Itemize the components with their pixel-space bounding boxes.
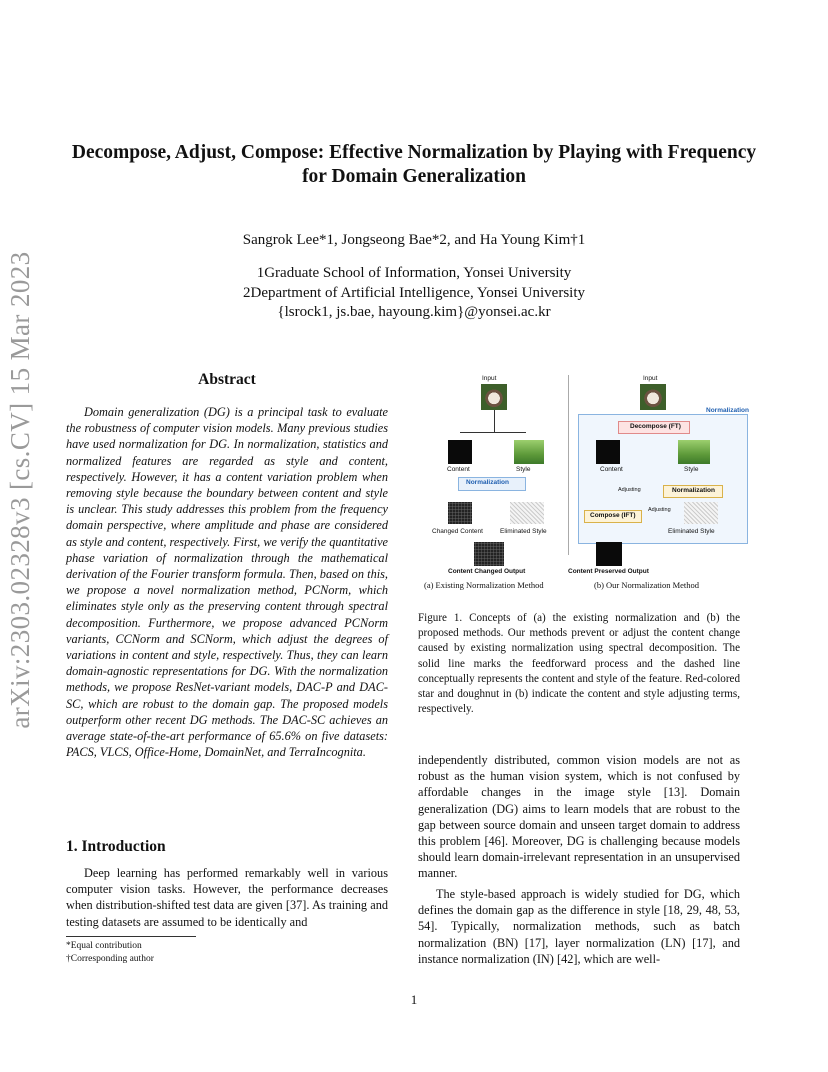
content-preserved-output-label: Content Preserved Output bbox=[568, 568, 649, 575]
right-content-image bbox=[596, 440, 620, 464]
style-adjusting-label: Adjusting bbox=[648, 507, 671, 513]
content-changed-output-image bbox=[474, 542, 504, 566]
figure-divider bbox=[568, 375, 569, 555]
right-style-image bbox=[678, 440, 710, 464]
compose-label: Compose (IFT) bbox=[590, 512, 636, 519]
eliminated-style-image-right bbox=[684, 502, 718, 524]
page-number: 1 bbox=[410, 992, 418, 1007]
left-style-image bbox=[514, 440, 544, 464]
author-list: Sangrok Lee*1, Jongseong Bae*2, and Ha Young Kim†1 bbox=[242, 232, 586, 248]
changed-content-image bbox=[448, 502, 472, 524]
right-column-paragraph-1: independently distributed, common vision models are not as robust as the human vision system, which is not confused by affordable changes in the image style [13]. Domain generalization (DG) aims to learn models that are robust to the gap between source domain and unseen target domain to address this problem [46]. Moreover, DG is challenging because models should learn domain-irrelevant representation in an unsupervised manner. bbox=[418, 753, 740, 881]
abstract-text: Domain generalization (DG) is a principal task to evaluate the robustness of computer vision models. Many previous studies have used normalization for DG. In normalization, statistics and normalized features are regarded as style and content, respectively. However, it has a content variation problem when removing style because the boundary between content and style is unclear. This study addresses this problem from the frequency domain perspective, where amplitude and phase are considered as style and content, respectively. First, we verify the quantitative phase variation of normalization through the mathematical derivation of the Fourier transform formula. Then, based on this, we propose a novel normalization method, PCNorm, which eliminates style only as the preserving content through spectral decomposition. Furthermore, we propose advanced PCNorm variants, CCNorm and SCNorm, which adjust the degrees of variations in content and style, respectively. Thus, they can learn domain-agnostic representations for DG. With the normalization methods, we propose ResNet-variant models, DAC-P and DAC-SC, which are robust to the domain gap. The proposed models outperform other recent DG methods. The DAC-SC achieves an average state-of-the-art performance of 65.6% on five datasets: PACS, VLCS, Office-Home, DomainNet, and TerraIncognita. bbox=[66, 405, 388, 760]
content-adjusting-label: Adjusting bbox=[618, 487, 641, 493]
changed-content-label: Changed Content bbox=[432, 528, 483, 535]
left-normalization-label: Normalization bbox=[466, 479, 509, 486]
left-content-label: Content bbox=[447, 466, 470, 473]
left-content-image bbox=[448, 440, 472, 464]
right-input-label: Input bbox=[643, 375, 658, 382]
content-preserved-output-image bbox=[596, 542, 622, 566]
right-column-paragraph-2: The style-based approach is widely studied for DG, which defines the domain gap as the difference in style [18, 29, 48, 53, 54]. Typically, normalization methods, such as batch normalization (BN) [17], layer normalization (LN) [17], and instance normalization (IN) [42], which are well- bbox=[418, 887, 740, 966]
footnote-rule bbox=[66, 936, 196, 937]
decompose-label: Decompose (FT) bbox=[630, 423, 681, 430]
right-style-label: Style bbox=[684, 466, 699, 473]
right-normalization-title: Normalization bbox=[706, 407, 749, 414]
introduction-text: Deep learning has performed remarkably well in various computer vision tasks. However, the performance decreases when distribution-shifted test data are given [37]. As training and testing datasets are assumed to be identically and bbox=[66, 866, 388, 929]
affiliation-2: 2Department of Artificial Intelligence, Yonsei University bbox=[242, 285, 585, 301]
right-eliminated-style-label: Eliminated Style bbox=[668, 528, 715, 535]
left-input-image bbox=[481, 384, 507, 410]
content-changed-output-label: Content Changed Output bbox=[448, 568, 526, 575]
author-emails: {lsrock1, js.bae, hayoung.kim}@yonsei.ac.kr bbox=[277, 304, 551, 320]
right-sublabel: (b) Our Normalization Method bbox=[594, 580, 700, 590]
left-branch-line bbox=[460, 432, 526, 433]
affiliation-1: 1Graduate School of Information, Yonsei University bbox=[256, 265, 572, 281]
arxiv-identifier: arXiv:2303.02328v3 [cs.CV] 15 Mar 2023 bbox=[5, 251, 35, 729]
right-content-label: Content bbox=[600, 466, 623, 473]
footnote-equal-contribution: *Equal contribution bbox=[66, 941, 142, 951]
paper-title: Decompose, Adjust, Compose: Effective Normalization by Playing with Frequency for Domain Generalization bbox=[71, 142, 757, 187]
footnotes bbox=[66, 940, 388, 966]
right-input-image bbox=[640, 384, 666, 410]
left-eliminated-style-label: Eliminated Style bbox=[500, 528, 547, 535]
figure-1-caption: Figure 1. Concepts of (a) the existing normalization and (b) the proposed methods. Our methods prevent or adjust the content change caused by existing normalization using spectral decomposition. The solid line marks the feedforward process and the dashed line conceptually represents the content and style of the feature. Red-colored star and doughnut in (b) indicate the content and style adjusting terms, respectively. bbox=[418, 612, 740, 716]
introduction-heading: 1. Introduction bbox=[66, 838, 166, 855]
figure-1 bbox=[418, 370, 748, 595]
eliminated-style-image-left bbox=[510, 502, 544, 524]
abstract-heading: Abstract bbox=[198, 371, 256, 388]
left-style-label: Style bbox=[516, 466, 531, 473]
left-connector bbox=[494, 410, 495, 432]
right-normalization-box-label: Normalization bbox=[672, 487, 715, 494]
left-input-label: Input bbox=[482, 375, 497, 382]
footnote-corresponding-author: †Corresponding author bbox=[66, 954, 154, 964]
left-sublabel: (a) Existing Normalization Method bbox=[424, 580, 544, 590]
